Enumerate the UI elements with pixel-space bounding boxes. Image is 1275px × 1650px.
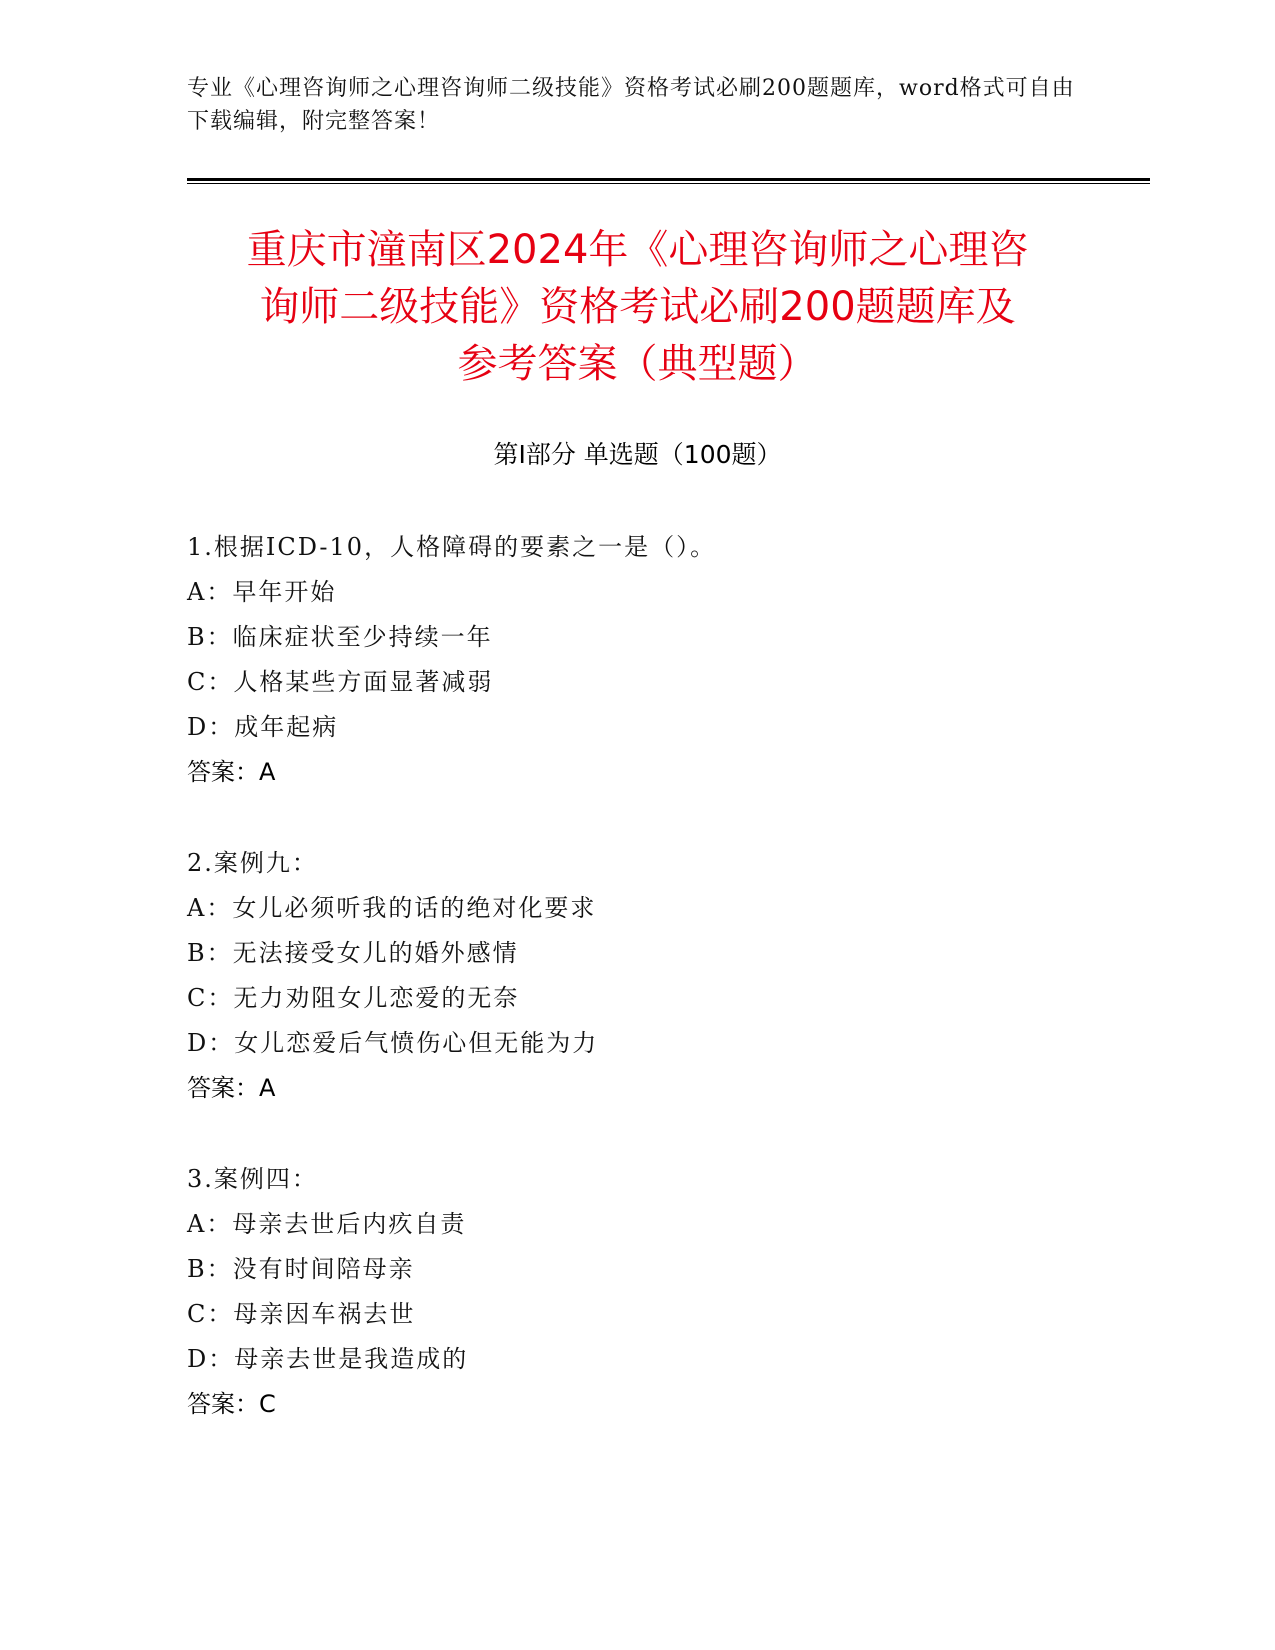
question-stem: 1.根据ICD-10，人格障碍的要素之一是（）。 <box>187 533 717 561</box>
question-item <box>187 841 1087 1111</box>
option-b: B：无法接受女儿的婚外感情 <box>187 939 519 967</box>
option-c: C：人格某些方面显著减弱 <box>187 668 494 696</box>
document-title <box>160 222 1115 393</box>
header-divider-thick <box>187 178 1150 181</box>
option-d: D：女儿恋爱后气愤伤心但无能为力 <box>187 1029 599 1057</box>
answer-text: 答案：A <box>187 1074 276 1102</box>
option-b: B：没有时间陪母亲 <box>187 1255 415 1283</box>
option-d: D：母亲去世是我造成的 <box>187 1345 469 1373</box>
section-title: 第Ⅰ部分 单选题（100题） <box>493 440 782 469</box>
option-a: A：女儿必须听我的话的绝对化要求 <box>187 894 597 922</box>
option-d: D：成年起病 <box>187 713 339 741</box>
question-stem: 2.案例九： <box>187 849 318 877</box>
answer-text: 答案：A <box>187 758 276 786</box>
header-divider-thin <box>187 183 1150 184</box>
option-b: B：临床症状至少持续一年 <box>187 623 493 651</box>
title-line-2: 询师二级技能》资格考试必刷200题题库及 <box>259 284 1016 330</box>
title-line-1: 重庆市潼南区2024年《心理咨询师之心理咨 <box>246 227 1029 273</box>
intro-text: 专业《心理咨询师之心理咨询师二级技能》资格考试必刷200题题库，word格式可自由下载编辑，附完整答案！ <box>187 76 1075 134</box>
answer-text: 答案：C <box>187 1390 276 1418</box>
question-item <box>187 1157 1087 1427</box>
question-item <box>187 525 1087 795</box>
option-a: A：早年开始 <box>187 578 337 606</box>
question-stem: 3.案例四： <box>187 1165 318 1193</box>
option-c: C：母亲因车祸去世 <box>187 1300 416 1328</box>
option-c: C：无力劝阻女儿恋爱的无奈 <box>187 984 520 1012</box>
option-a: A：母亲去世后内疚自责 <box>187 1210 467 1238</box>
question-list <box>187 525 1087 1473</box>
title-line-3: 参考答案（典型题） <box>457 341 818 387</box>
